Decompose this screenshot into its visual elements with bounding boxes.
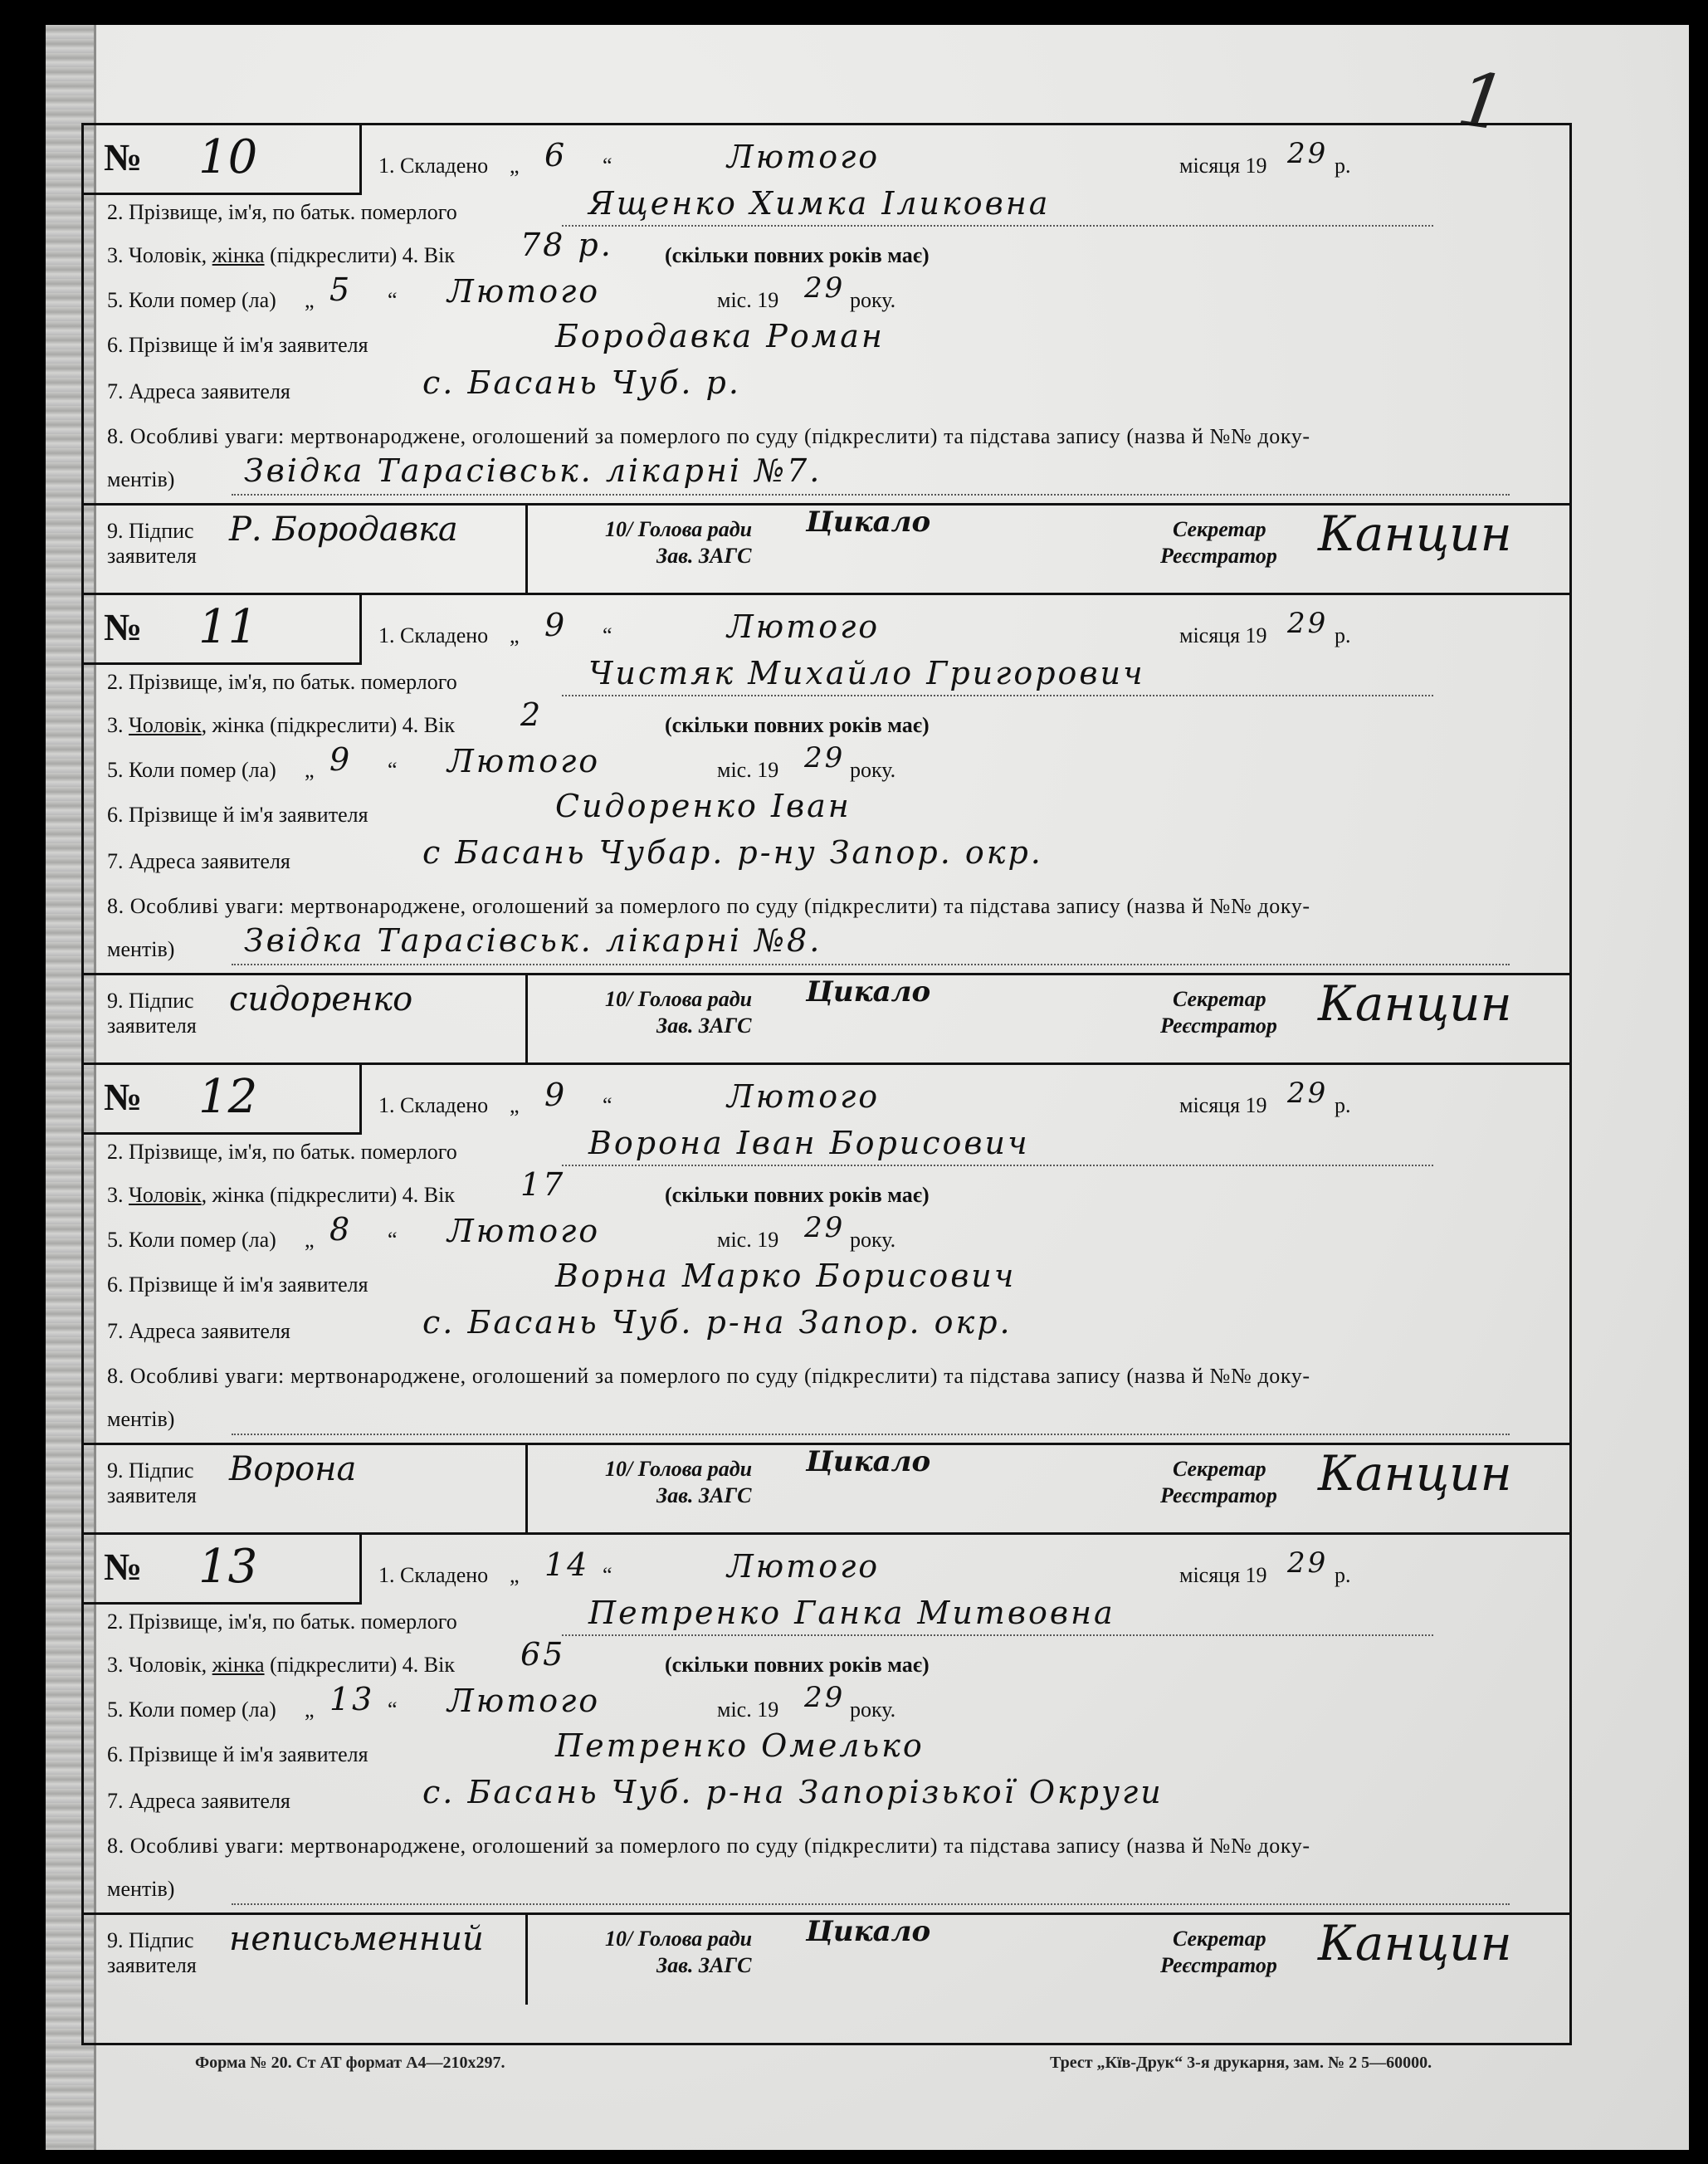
death-record — [84, 125, 1569, 595]
composed-day: 9 — [544, 607, 568, 643]
signature-row — [84, 973, 1569, 1065]
page-number: 1 — [1452, 55, 1512, 149]
registrar-signature: Канцин — [1318, 506, 1512, 562]
applicant-signature: сидоренко — [229, 980, 413, 1018]
registrar-label: Реєстратор — [1160, 1014, 1277, 1038]
line-notes — [107, 1347, 1551, 1397]
record-number: 11 — [198, 600, 258, 654]
month-label: місяця 19 — [1179, 154, 1267, 178]
deceased-name: Ворона Іван Борисович — [588, 1125, 1030, 1161]
applicant-address: с. Басань Чуб. р-на Запор. окр. — [422, 1304, 1013, 1341]
deceased-label: 2. Прізвище, ім'я, по батьк. померлого — [107, 200, 457, 224]
registrar-signature: Канцин — [1318, 975, 1512, 1032]
signature-label-2: заявителя — [107, 1014, 197, 1038]
notes-label: 8. Особливі уваги: мертвонароджене, оголошений за померлого по суду (підкреслити) та підстава запису (назва й №№ доку- — [107, 1834, 1310, 1858]
deceased-label: 2. Прізвище, ім'я, по батьк. померлого — [107, 670, 457, 694]
female-option: жінка — [212, 1183, 265, 1207]
line-notes-cont — [107, 451, 1551, 501]
number-sign: № — [104, 606, 143, 648]
number-sign: № — [104, 136, 143, 178]
applicant-name: Сидоренко Іван — [555, 788, 852, 824]
line-notes — [107, 877, 1551, 927]
notes-cont-label: ментів) — [107, 1407, 175, 1431]
deceased-name: Петренко Ганка Митвовна — [588, 1595, 1115, 1631]
line-sex-age — [107, 1166, 1551, 1216]
footer-printer-info: Трест „Кїв-Друк“ 3-я друкарня, зам. № 2 5—60000. — [1050, 2054, 1432, 2072]
quote-open: „ — [510, 623, 520, 647]
registrar-label: Реєстратор — [1160, 1483, 1277, 1507]
notes-label: 8. Особливі уваги: мертвонароджене, оголошений за померлого по суду (підкреслити) та підстава запису (назва й №№ доку- — [107, 1364, 1310, 1388]
applicant-label: 6. Прізвище й ім'я заявителя — [107, 1273, 368, 1297]
line-address — [107, 1302, 1551, 1352]
death-year-suffix: року. — [850, 1228, 896, 1252]
age-hint: (скільки повних років має) — [665, 713, 930, 737]
quote-close: “ — [603, 1093, 612, 1117]
head-label: 10/ Голова ради — [605, 987, 753, 1011]
record-number: 12 — [198, 1070, 258, 1124]
line-applicant — [107, 786, 1551, 836]
death-day: 9 — [329, 741, 353, 778]
male-option: Чоловік — [129, 713, 202, 737]
line-death-date: 5. Коли помер (ла) „ 8 “ Лютого міс. 19 29 року. — [107, 1211, 896, 1252]
death-month-label: міс. 19 — [717, 288, 779, 312]
applicant-name: Петренко Омелько — [555, 1727, 925, 1764]
death-year: 29 — [804, 1211, 846, 1244]
applicant-address: с. Басань Чуб. р. — [422, 364, 741, 401]
line-deceased — [107, 1593, 1551, 1643]
composed-label: 1. Складено — [378, 154, 489, 178]
quote-open: „ — [510, 154, 520, 178]
death-month: Лютого — [447, 743, 601, 779]
male-option: Чоловік — [129, 243, 202, 267]
head-label: 10/ Голова ради — [605, 1927, 753, 1951]
line-address — [107, 833, 1551, 882]
zags-label: Зав. ЗАГС — [656, 1483, 752, 1507]
applicant-address: с Басань Чубар. р-ну Запор. окр. — [422, 834, 1043, 871]
line-notes-cont — [107, 921, 1551, 970]
year-suffix: р. — [1335, 154, 1351, 178]
male-option: Чоловік — [129, 1653, 202, 1677]
line-composed — [378, 607, 1540, 657]
sex-label: 3. Чоловік, жінка (підкреслити) 4. Вік — [107, 1653, 455, 1677]
notes-value: Звідка Тарасівськ. лікарні №8. — [244, 922, 822, 959]
age-hint: (скільки повних років має) — [665, 1653, 930, 1677]
applicant-name: Бородавка Роман — [555, 318, 885, 354]
registrar-signature: Канцин — [1318, 1915, 1512, 1971]
head-signature: Цикало — [806, 1915, 931, 1948]
secretary-label: Секретар — [1173, 517, 1266, 541]
deceased-label: 2. Прізвище, ім'я, по батьк. померлого — [107, 1140, 457, 1164]
death-month-label: міс. 19 — [717, 758, 779, 782]
registrar-signature: Канцин — [1318, 1445, 1512, 1502]
death-month-label: міс. 19 — [717, 1697, 779, 1722]
quote-close: “ — [603, 154, 612, 178]
female-option: жінка — [212, 243, 265, 267]
year-suffix: р. — [1335, 623, 1351, 647]
quote-open: „ — [510, 1093, 520, 1117]
line-sex-age — [107, 227, 1551, 276]
deceased-name: Ященко Химка Іликовна — [588, 185, 1051, 222]
head-signature: Цикало — [806, 975, 931, 1009]
composed-label: 1. Складено — [378, 1093, 489, 1117]
composed-day: 14 — [544, 1546, 590, 1583]
month-label: місяця 19 — [1179, 1563, 1267, 1587]
registrar-label: Реєстратор — [1160, 1953, 1277, 1977]
applicant-label: 6. Прізвище й ім'я заявителя — [107, 1742, 368, 1766]
line-sex-age — [107, 1636, 1551, 1686]
death-year-suffix: року. — [850, 758, 896, 782]
death-date-label: 5. Коли помер (ла) — [107, 1228, 276, 1252]
quote-close: “ — [603, 1563, 612, 1587]
death-record — [84, 595, 1569, 1065]
death-day: 13 — [329, 1681, 375, 1717]
record-number: 13 — [198, 1540, 258, 1594]
head-signature: Цикало — [806, 506, 931, 539]
notes-value: Звідка Тарасівськ. лікарні №7. — [244, 452, 822, 489]
age-hint: (скільки повних років має) — [665, 243, 930, 267]
notes-label: 8. Особливі уваги: мертвонароджене, оголошений за померлого по суду (підкреслити) та підстава запису (назва й №№ доку- — [107, 894, 1310, 918]
composed-month: Лютого — [727, 1548, 881, 1585]
composed-day: 9 — [544, 1077, 568, 1113]
signature-label-1: 9. Підпис — [107, 1928, 194, 1952]
age-value: 65 — [520, 1636, 566, 1673]
signature-label-2: заявителя — [107, 544, 197, 568]
signature-label-2: заявителя — [107, 1953, 197, 1977]
composed-year: 29 — [1287, 137, 1329, 170]
head-label: 10/ Голова ради — [605, 1457, 753, 1481]
address-label: 7. Адреса заявителя — [107, 1319, 290, 1343]
record-number: 10 — [198, 130, 258, 184]
death-year-suffix: року. — [850, 288, 896, 312]
deceased-name: Чистяк Михайло Григорович — [588, 655, 1145, 691]
secretary-label: Секретар — [1173, 1457, 1266, 1481]
address-label: 7. Адреса заявителя — [107, 379, 290, 403]
line-address — [107, 1772, 1551, 1822]
male-option: Чоловік — [129, 1183, 202, 1207]
composed-label: 1. Складено — [378, 1563, 489, 1587]
notes-cont-label: ментів) — [107, 467, 175, 491]
applicant-label: 6. Прізвище й ім'я заявителя — [107, 333, 368, 357]
death-day: 8 — [329, 1211, 353, 1248]
composed-month: Лютого — [727, 1078, 881, 1115]
death-month: Лютого — [447, 1213, 601, 1249]
year-suffix: р. — [1335, 1093, 1351, 1117]
line-sex-age — [107, 696, 1551, 746]
line-applicant — [107, 1726, 1551, 1776]
age-value: 17 — [520, 1166, 566, 1203]
signature-row — [84, 503, 1569, 595]
death-month: Лютого — [447, 273, 601, 310]
female-option: жінка — [212, 1653, 265, 1677]
composed-month: Лютого — [727, 139, 881, 175]
address-label: 7. Адреса заявителя — [107, 849, 290, 873]
line-deceased — [107, 653, 1551, 703]
line-deceased — [107, 183, 1551, 233]
notes-cont-label: ментів) — [107, 937, 175, 961]
line-death-date: 5. Коли помер (ла) „ 9 “ Лютого міс. 19 29 року. — [107, 741, 896, 782]
applicant-signature: Р. Бородавка — [229, 510, 458, 549]
deceased-label: 2. Прізвище, ім'я, по батьк. померлого — [107, 1610, 457, 1634]
line-death-date: 5. Коли помер (ла) „ 5 “ Лютого міс. 19 29 року. — [107, 271, 896, 312]
sex-label: 3. Чоловік, жінка (підкреслити) 4. Вік — [107, 713, 455, 737]
composed-year: 29 — [1287, 1546, 1329, 1580]
line-notes — [107, 1817, 1551, 1867]
signature-label-1: 9. Підпис — [107, 989, 194, 1013]
applicant-name: Ворна Марко Борисович — [555, 1258, 1017, 1294]
line-address — [107, 363, 1551, 413]
signature-label-2: заявителя — [107, 1483, 197, 1507]
death-record — [84, 1535, 1569, 2005]
composed-year: 29 — [1287, 1077, 1329, 1110]
applicant-label: 6. Прізвище й ім'я заявителя — [107, 803, 368, 827]
secretary-label: Секретар — [1173, 1927, 1266, 1951]
signature-label-1: 9. Підпис — [107, 1458, 194, 1483]
line-notes-cont — [107, 1860, 1551, 1910]
line-applicant — [107, 1256, 1551, 1306]
quote-open: „ — [510, 1563, 520, 1587]
month-label: місяця 19 — [1179, 623, 1267, 647]
composed-day: 6 — [544, 137, 568, 173]
notes-label: 8. Особливі уваги: мертвонароджене, оголошений за померлого по суду (підкреслити) та підстава запису (назва й №№ доку- — [107, 424, 1310, 448]
signature-row — [84, 1912, 1569, 2005]
notes-cont-label: ментів) — [107, 1877, 175, 1901]
footer-form-info: Форма № 20. Ст АТ формат А4—210х297. — [195, 2054, 505, 2072]
death-date-label: 5. Коли помер (ла) — [107, 288, 276, 312]
sex-label: 3. Чоловік, жінка (підкреслити) 4. Вік — [107, 1183, 455, 1207]
composed-year: 29 — [1287, 607, 1329, 640]
zags-label: Зав. ЗАГС — [656, 1953, 752, 1977]
death-month: Лютого — [447, 1683, 601, 1719]
applicant-address: с. Басань Чуб. р-на Запорізької Округи — [422, 1774, 1164, 1810]
line-notes — [107, 408, 1551, 457]
death-year: 29 — [804, 741, 846, 774]
age-value: 78 р. — [520, 227, 613, 263]
composed-month: Лютого — [727, 608, 881, 645]
death-year: 29 — [804, 271, 846, 305]
line-composed — [378, 1077, 1540, 1126]
composed-label: 1. Складено — [378, 623, 489, 647]
zags-label: Зав. ЗАГС — [656, 544, 752, 568]
signature-label-1: 9. Підпис — [107, 519, 194, 543]
line-composed — [378, 137, 1540, 187]
applicant-signature: неписьменний — [229, 1920, 484, 1958]
head-signature: Цикало — [806, 1445, 931, 1478]
year-suffix: р. — [1335, 1563, 1351, 1587]
head-label: 10/ Голова ради — [605, 517, 753, 541]
death-record — [84, 1065, 1569, 1535]
line-deceased — [107, 1123, 1551, 1173]
age-hint: (скільки повних років має) — [665, 1183, 930, 1207]
registrar-label: Реєстратор — [1160, 544, 1277, 568]
number-sign: № — [104, 1076, 143, 1118]
death-date-label: 5. Коли помер (ла) — [107, 758, 276, 782]
address-label: 7. Адреса заявителя — [107, 1789, 290, 1813]
line-composed — [378, 1546, 1540, 1596]
death-day: 5 — [329, 271, 353, 308]
line-notes-cont — [107, 1390, 1551, 1440]
month-label: місяця 19 — [1179, 1093, 1267, 1117]
line-applicant — [107, 316, 1551, 366]
sex-label: 3. Чоловік, жінка (підкреслити) 4. Вік — [107, 243, 455, 267]
records-frame — [81, 123, 1572, 2045]
number-sign: № — [104, 1546, 143, 1588]
zags-label: Зав. ЗАГС — [656, 1014, 752, 1038]
signature-row — [84, 1443, 1569, 1535]
secretary-label: Секретар — [1173, 987, 1266, 1011]
death-date-label: 5. Коли помер (ла) — [107, 1697, 276, 1722]
female-option: жінка — [212, 713, 265, 737]
applicant-signature: Ворона — [229, 1450, 357, 1488]
death-year: 29 — [804, 1681, 846, 1714]
quote-close: “ — [603, 623, 612, 647]
death-month-label: міс. 19 — [717, 1228, 779, 1252]
death-year-suffix: року. — [850, 1697, 896, 1722]
line-death-date: 5. Коли помер (ла) „ 13 “ Лютого міс. 19 29 року. — [107, 1681, 896, 1722]
age-value: 2 — [520, 696, 544, 733]
